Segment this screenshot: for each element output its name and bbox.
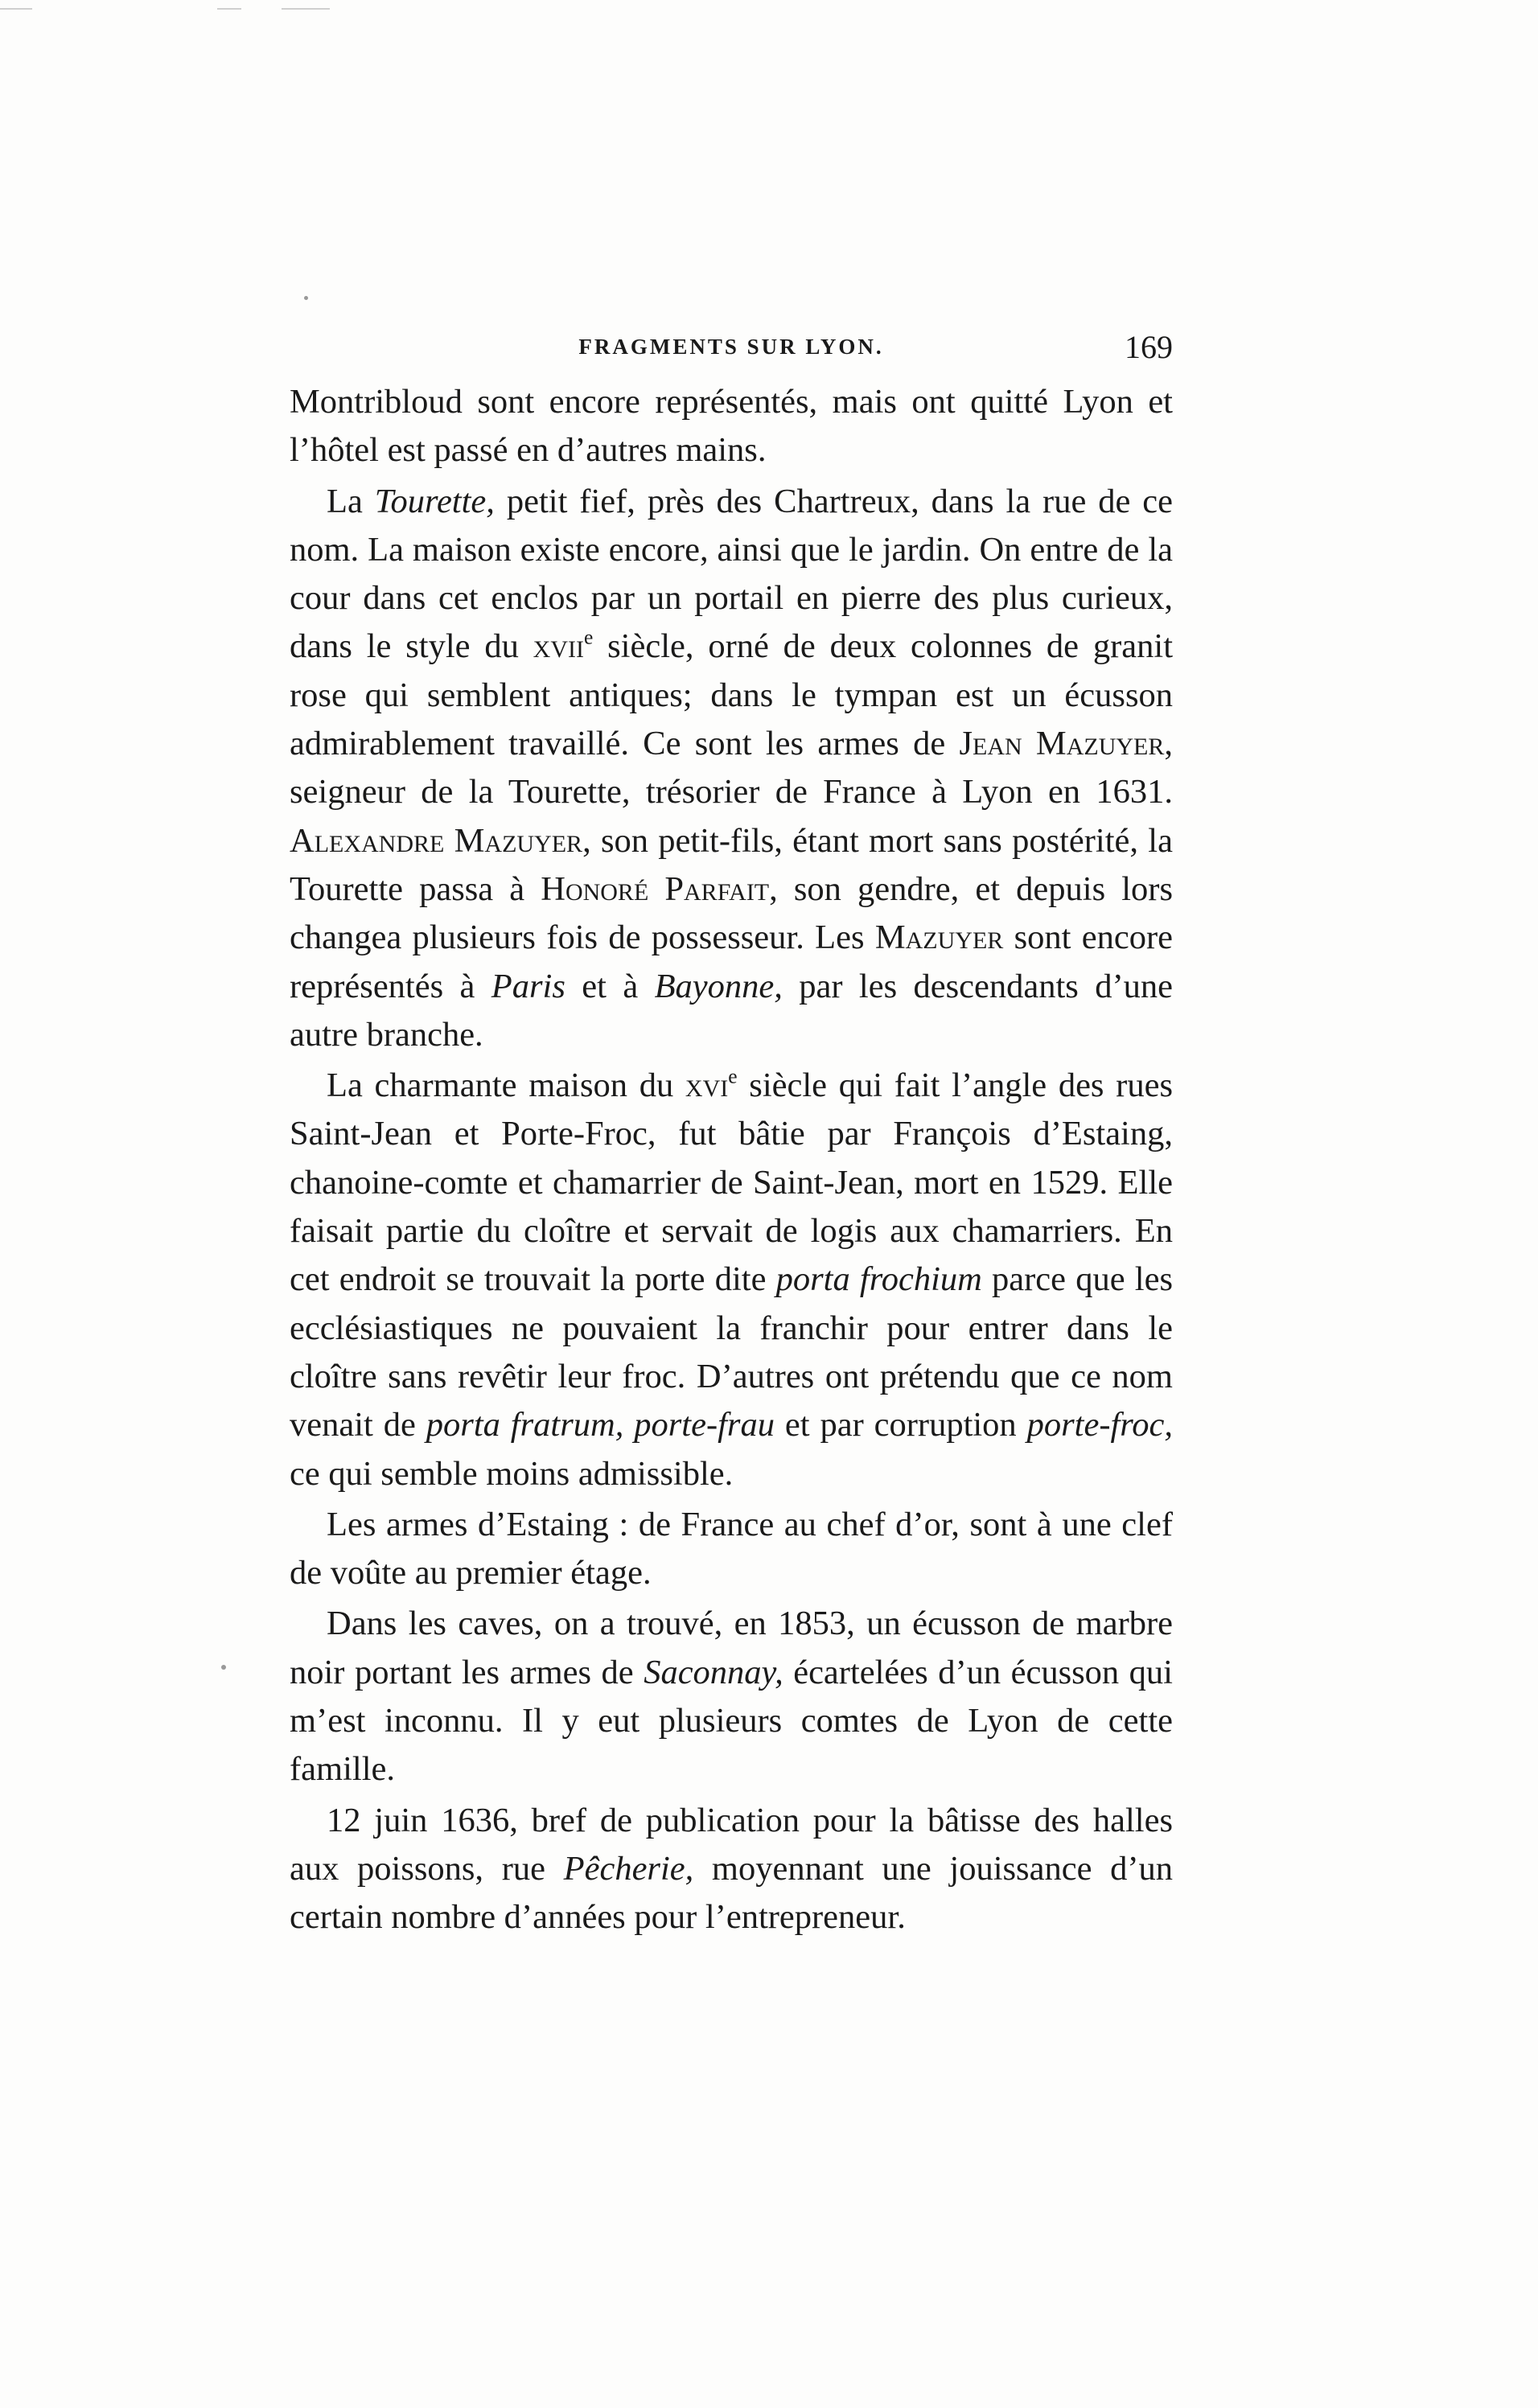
paragraph xyxy=(290,1501,1173,1598)
text-run: petit fief, près des Chartreux, dans la rue de ce nom. La maison existe encore, ainsi que le jardin. On entre de la cour dans cet enclos par un portail en pierre des plus curieux, dans le style du xyxy=(290,482,1173,666)
text-run: siècle, orné de deux colonnes de granit rose qui semblent antiques; dans le tympan est un écusson admirablement travaillé. Ce sont les armes de xyxy=(290,627,1174,763)
text-run: écartelées d’un écusson qui m’est inconnu. Il y eut plusieurs comtes de Lyon de cette famille. xyxy=(290,1653,1173,1789)
italic-text: Bayonne, xyxy=(654,967,783,1005)
italic-text: porta frochium xyxy=(775,1260,982,1299)
text-run: , son gendre, et depuis lors changea plusieurs fois de possesseur. Les xyxy=(290,869,1173,957)
scan-artifact xyxy=(0,8,32,10)
text-run: parce que les ecclésiastiques ne pouvaient la franchir pour entrer dans le cloître sans revêtir leur froc. D’autres ont prétendu que ce nom venait de xyxy=(290,1260,1173,1444)
small-caps-text: Honoré Parfait xyxy=(541,869,770,908)
page-number: 169 xyxy=(1125,329,1173,365)
italic-text: Paris xyxy=(491,967,565,1005)
text-run: , son petit-fils, étant mort sans postérité, la Tourette passa à xyxy=(290,821,1173,908)
small-caps-text: Alexandre Mazuyer xyxy=(290,821,583,860)
text-run: , seigneur de la Tourette, trésorier de France à Lyon en 1631. xyxy=(290,725,1173,812)
italic-text: Pêcherie, xyxy=(563,1849,694,1888)
text-run: par les descendants d’une autre branche. xyxy=(290,967,1173,1054)
italic-text: Saconnay, xyxy=(644,1653,783,1691)
italic-text: Tourette, xyxy=(374,482,495,520)
scan-speck xyxy=(304,296,308,300)
scan-artifact xyxy=(282,8,330,10)
text-run: Montribloud sont encore représentés, mais ont quitté Lyon et l’hôtel est passé en d’autres mains. xyxy=(290,383,1173,470)
text-run: et par corruption xyxy=(774,1406,1027,1444)
paragraph xyxy=(290,1600,1173,1794)
paragraph xyxy=(290,1797,1173,1942)
running-head-title: FRAGMENTS SUR LYON. xyxy=(578,335,884,359)
small-caps-text: xvii xyxy=(533,627,584,666)
superscript: e xyxy=(583,625,594,649)
text-run: Dans les caves, on a trouvé, en 1853, un écusson de marbre noir portant les armes de xyxy=(290,1605,1173,1691)
text-run: Les armes d’Estaing : de France au chef d’or, sont à une clef de voûte au premier étage. xyxy=(290,1505,1173,1592)
small-caps-text: Mazuyer xyxy=(874,918,1004,957)
italic-text: porta fratrum, porte-frau xyxy=(426,1406,775,1444)
text-run: siècle qui fait l’angle des rues Saint-Jean et Porte-Froc, fut bâtie par François d’Estaing, chanoine-comte et chamarrier de Saint-Jean, mort en 1529. Elle faisait partie du cloître et servait de logis aux chamarriers. En cet endroit se trouvait la porte dite xyxy=(290,1066,1173,1299)
body-text xyxy=(290,378,1173,1945)
paragraph xyxy=(290,478,1173,1060)
italic-text: porte-froc, xyxy=(1026,1406,1173,1444)
paragraph xyxy=(290,378,1173,475)
paragraph xyxy=(290,1062,1173,1498)
scan-speck xyxy=(221,1665,226,1670)
small-caps-text: Jean Mazuyer xyxy=(959,725,1165,763)
text-run: La xyxy=(327,482,375,520)
text-run: ce qui semble moins admissible. xyxy=(290,1454,734,1493)
text-run: et à xyxy=(565,967,655,1005)
text-run: moyennant une jouissance d’un certain nombre d’années pour l’entrepreneur. xyxy=(290,1849,1173,1937)
text-run: 12 juin 1636, bref de publication pour la bâtisse des halles aux poissons, rue xyxy=(290,1801,1173,1888)
text-run: sont encore représentés à xyxy=(290,918,1173,1005)
scan-artifact xyxy=(217,8,241,10)
text-run: La charmante maison du xyxy=(327,1066,685,1105)
running-head xyxy=(290,328,1173,376)
small-caps-text: xvi xyxy=(685,1066,729,1105)
superscript: e xyxy=(728,1064,738,1088)
